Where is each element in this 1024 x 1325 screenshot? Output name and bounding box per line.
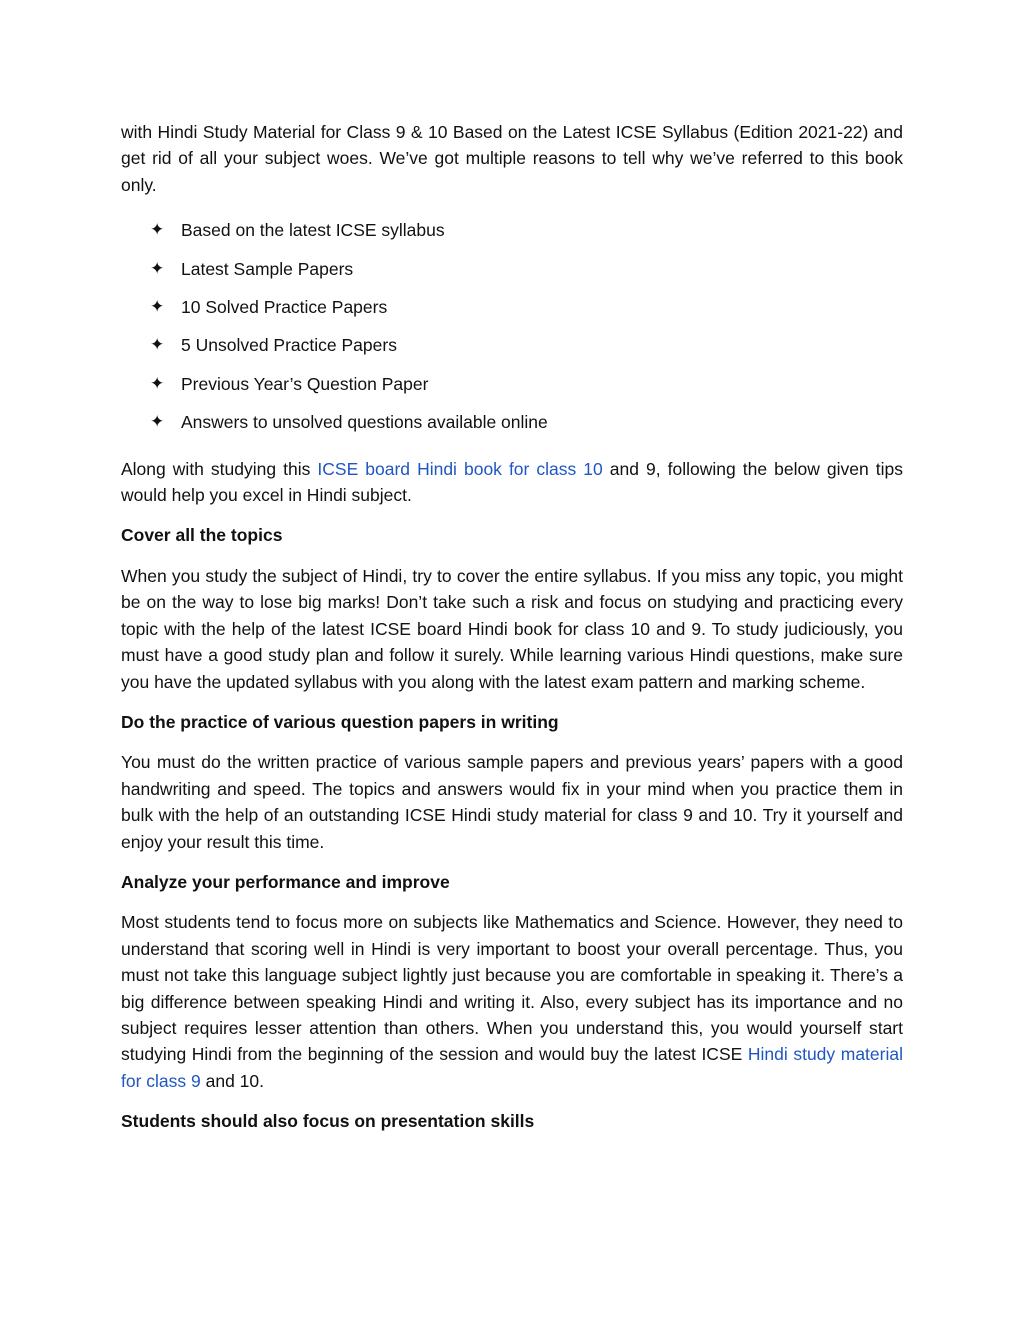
- four-point-star-icon: ✦: [150, 258, 165, 278]
- four-point-star-icon: ✦: [150, 373, 165, 393]
- list-item: [121, 332, 903, 358]
- section-text-before: Most students tend to focus more on subjects like Mathematics and Science. However, they need to understand that scoring well in Hindi is very important to boost your overall percentage. Thus, you must not take this language subject lightly just because you are comfortable in speaking it. There’s a big difference between speaking Hindi and writing it. Also, every subject has its importance and no subject requires lesser attention than others. When you understand this, you would yourself start studying Hindi from the beginning of the session and would buy the latest ICSE: [121, 912, 903, 1065]
- list-item-text: 5 Unsolved Practice Papers: [181, 335, 397, 356]
- list-item-text: Answers to unsolved questions available online: [181, 412, 548, 433]
- list-item: [121, 217, 903, 243]
- list-item: [121, 256, 903, 282]
- icse-hindi-book-class-10-link[interactable]: ICSE board Hindi book for class 10: [317, 458, 603, 479]
- section-text-after: and 10.: [200, 1070, 264, 1091]
- feature-list: [121, 217, 903, 435]
- section-paragraph: [121, 909, 903, 1094]
- hindi-study-material-class-9-link[interactable]: Hindi study material for class 9: [121, 1044, 903, 1091]
- intro-paragraph: with Hindi Study Material for Class 9 & 10 Based on the Latest ICSE Syllabus (Edition 2021-22) and get rid of all your subject woes. We’ve got multiple reasons to tell why we’ve referred to this book only.: [121, 122, 903, 195]
- document-page: [121, 119, 903, 1149]
- four-point-star-icon: ✦: [150, 412, 165, 432]
- along-text-after: and 9, following the below given tips would help you excel in Hindi subject.: [121, 458, 903, 506]
- list-item-text: 10 Solved Practice Papers: [181, 297, 388, 318]
- list-item-text: Latest Sample Papers: [181, 258, 354, 279]
- section-heading: Students should also focus on presentation skills: [121, 1111, 535, 1132]
- four-point-star-icon: ✦: [150, 335, 165, 355]
- list-item: [121, 409, 903, 435]
- four-point-star-icon: ✦: [150, 220, 165, 240]
- along-text-before: Along with studying this: [121, 458, 318, 479]
- section-heading: Do the practice of various question papers in writing: [121, 711, 559, 732]
- section-heading: Analyze your performance and improve: [121, 871, 450, 892]
- list-item: [121, 294, 903, 320]
- section-paragraph: When you study the subject of Hindi, try to cover the entire syllabus. If you miss any topic, you might be on the way to lose big marks! Don’t take such a risk and focus on studying and practicing every topic with the help of the latest ICSE board Hindi book for class 10 and 9. To study judiciously, you must have a good study plan and follow it surely. While learning various Hindi questions, make sure you have the updated syllabus with you along with the latest exam pattern and marking scheme.: [121, 565, 903, 692]
- list-item-text: Previous Year’s Question Paper: [181, 373, 429, 394]
- list-item-text: Based on the latest ICSE syllabus: [181, 220, 445, 241]
- list-item: [121, 371, 903, 397]
- section-heading: Cover all the topics: [121, 525, 283, 546]
- section-paragraph: You must do the written practice of various sample papers and previous years’ papers with a good handwriting and speed. The topics and answers would fix in your mind when you practice them in bulk with the help of an outstanding ICSE Hindi study material for class 9 and 10. Try it yourself and enjoy your result this time.: [121, 752, 903, 852]
- along-paragraph: [121, 456, 903, 509]
- four-point-star-icon: ✦: [150, 297, 165, 317]
